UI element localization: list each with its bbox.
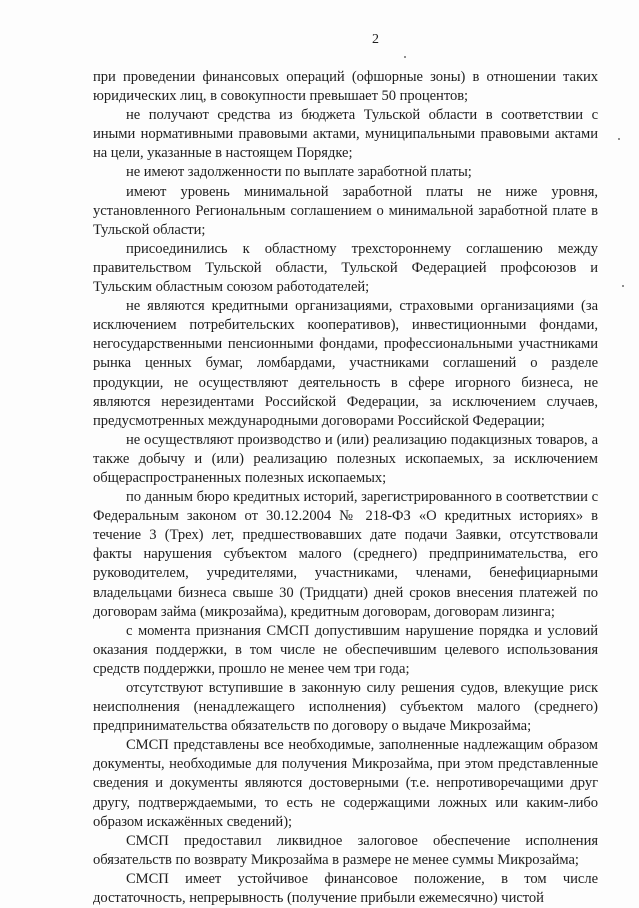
paragraph: присоединились к областному трехстороннему соглашению между правительством Тульской области, Тульской Федерацией профсоюзов и Тульским областным союзом работодателей; — [93, 240, 598, 296]
paragraph: СМСП предоставил ликвидное залоговое обеспечение исполнения обязательств по возврату Микрозайма в размере не менее суммы Микрозайма; — [93, 832, 598, 868]
scan-speck — [622, 285, 624, 287]
page-number: 2 — [372, 32, 379, 47]
paragraph: имеют уровень минимальной заработной платы не ниже уровня, установленного Региональным соглашением о минимальной заработной плате в Тульской области; — [93, 183, 598, 238]
paragraph: СМСП имеет устойчивое финансовое положение, в том числе достаточность, непрерывность (получение прибыли ежемесячно) чистой — [93, 870, 598, 907]
document-body — [93, 68, 598, 908]
paragraph: с момента признания СМСП допустившим нарушение порядка и условий оказания поддержки, в том числе не обеспечившим целевого использования средств поддержки, прошло не менее чем три года; — [93, 622, 598, 677]
paragraph: не осуществляют производство и (или) реализацию подакцизных товаров, а также добычу и (или) реализацию полезных ископаемых, за исключением общераспространенных полезных ископаемых; — [93, 431, 598, 486]
paragraph: не имеют задолженности по выплате заработной платы; — [126, 164, 472, 181]
paragraph: не получают средства из бюджета Тульской области в соответствии с иными нормативными правовыми актами, муниципальными правовыми актами на цели, указанные в настоящем Порядке; — [93, 107, 598, 162]
paragraph: по данным бюро кредитных историй, зарегистрированного в соответствии с Федеральным законом от 30.12.2004 № 218-ФЗ «О кредитных историях» в течение 3 (Трех) лет, предшествовавших дате подачи Заявки, отсутствовали факты нарушения субъектом малого (среднего) предпринимательства, его руководителем, учредителями, участниками, членами, бенефициарными владельцами бизнеса свыше 30 (Тридцати) дней сроков внесения платежей по договорам займа (микрозайма), кредитным договорам, договорам лизинга; — [93, 489, 598, 620]
scan-speck — [618, 138, 620, 140]
paragraph: при проведении финансовых операций (офшорные зоны) в отношении таких юридических лиц, в совокупности превышает 50 процентов; — [93, 69, 598, 105]
paragraph: отсутствуют вступившие в законную силу решения судов, влекущие риск неисполнения (ненадлежащего исполнения) субъектом малого (среднего) предпринимательства обязательств по договору о выдаче Микрозайма; — [93, 680, 598, 735]
scan-speck — [404, 56, 406, 58]
paragraph: не являются кредитными организациями, страховыми организациями (за исключением потребительских кооперативов), инвестиционными фондами, негосударственными пенсионными фондами, профессиональными участниками рынка ценных бумаг, ломбардами, участниками соглашений о разделе продукции, не осуществляют деятельность в сфере игорного бизнеса, не являются нерезидентами Российской Федерации, за исключением случаев, предусмотренных международными договорами Российской Федерации; — [93, 298, 598, 429]
paragraph: СМСП представлены все необходимые, заполненные надлежащим образом документы, необходимые для получения Микрозайма, при этом представленные сведения и документы являются достоверными (т.е. непротиворечащими друг другу, подтверждаемыми, то есть не содержащими ложных или каким-либо образом искажённых сведений); — [93, 737, 598, 830]
